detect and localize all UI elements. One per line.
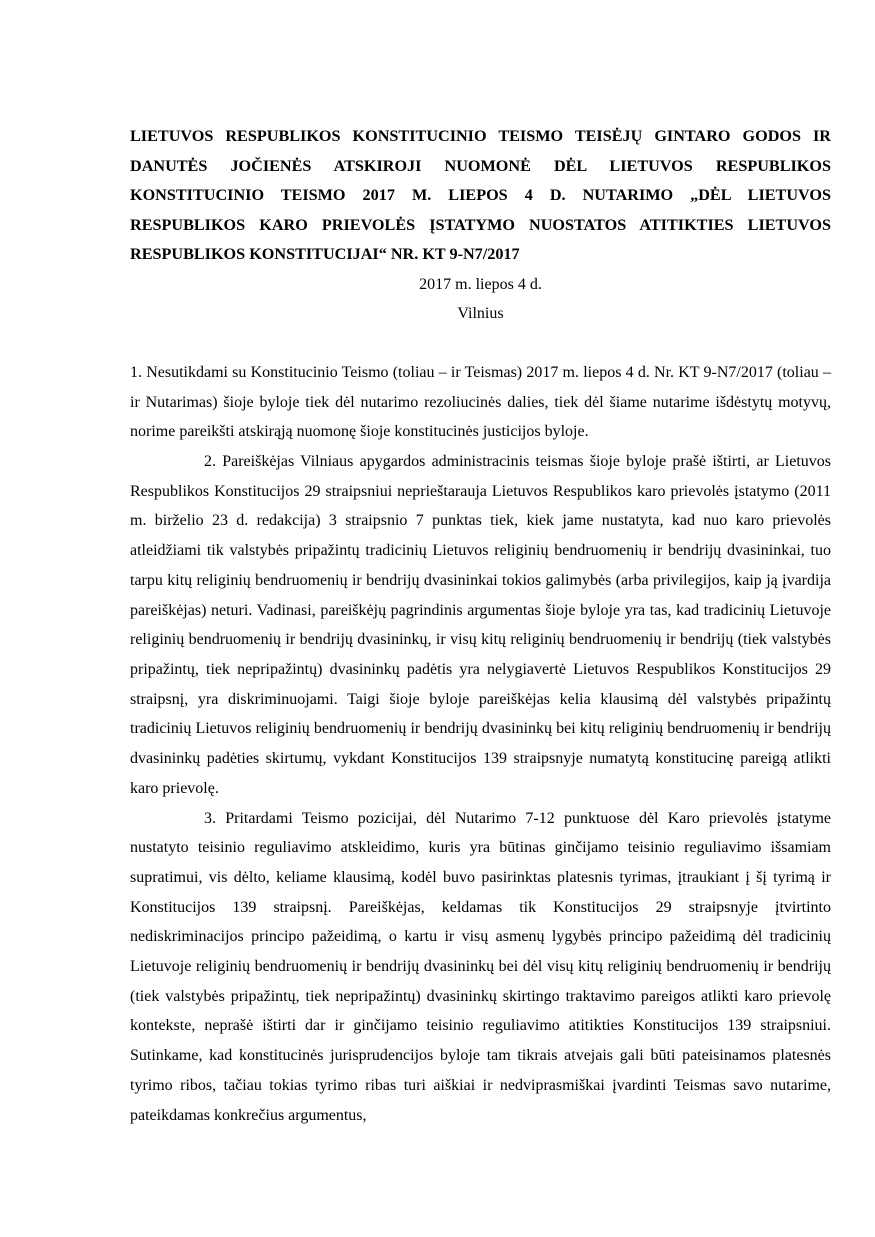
document-title: LIETUVOS RESPUBLIKOS KONSTITUCINIO TEISMO TEISĖJŲ GINTARO GODOS IR DANUTĖS JOČIENĖS ATSKIROJI NUOMONĖ DĖL LIETUVOS RESPUBLIKOS KONSTITUCINIO TEISMO 2017 M. LIEPOS 4 D. NUTARIMO „DĖL LIETUVOS RESPUBLIKOS KARO PRIEVOLĖS ĮSTATYMO NUOSTATOS ATITIKTIES LIETUVOS RESPUBLIKOS KONSTITUCIJAI“ NR. KT 9-N7/2017 — [130, 127, 831, 264]
document-place: Vilnius — [457, 305, 504, 323]
spacer — [130, 329, 831, 358]
paragraph-2: 2. Pareiškėjas Vilniaus apygardos administracinis teismas šioje byloje prašė ištirti, ar Lietuvos Respublikos Konstitucijos 29 straipsniui neprieštarauja Lietuvos Respublikos karo prievolės įstatymo (2011 m. birželio 23 d. redakcija) 3 straipsnio 7 punktas tiek, kiek jame nustatyta, kad nuo karo prievolės atleidžiami tik valstybės pripažintų tradicinių Lietuvos religinių bendruomenių ir bendrijų dvasininkai, tuo tarpu kitų religinių bendruomenių ir bendrijų dvasininkai tokios galimybės (arba privilegijos, kaip ją įvardija pareiškėjas) neturi. Vadinasi, pareiškėjų pagrindinis argumentas šioje byloje yra tas, kad tradicinių Lietuvoje religinių bendruomenių ir bendrijų dvasininkų, ir visų kitų religinių bendruomenių ir bendrijų (tiek valstybės pripažintų, tiek nepripažintų) dvasininkų padėtis yra nelygiavertė Lietuvos Respublikos Konstitucijos 29 straipsnį, yra diskriminuojami. Taigi šioje byloje pareiškėjas kelia klausimą dėl valstybės pripažintų tradicinių Lietuvos religinių bendruomenių ir bendrijų dvasininkų bei kitų religinių bendruomenių ir bendrijų dvasininkų padėties skirtumų, vykdant Konstitucijos 139 straipsnyje numatytą konstitucinę pareigą atlikti karo prievolę. — [130, 453, 831, 797]
paragraph-3: 3. Pritardami Teismo pozicijai, dėl Nutarimo 7-12 punktuose dėl Karo prievolės įstatyme nustatyto teisinio reguliavimo atskleidimo, kuris yra būtinas ginčijamo teisinio reguliavimo išsamiam supratimui, vis dėlto, keliame klausimą, kodėl buvo pasirinktas platesnis tyrimas, įtraukiant į šį tyrimą ir Konstitucijos 139 straipsnį. Pareiškėjas, keldamas tik Konstitucijos 29 straipsnyje įtvirtinto nediskriminacijos principo pažeidimą, o kartu ir visų asmenų lygybės principo pažeidimą dėl tradicinių Lietuvoje religinių bendruomenių ir bendrijų dvasininkų bei dėl visų kitų religinių bendruomenių ir bendrijų (tiek valstybės pripažintų, tiek nepripažintų) dvasininkų skirtingo traktavimo pareigos atlikti karo prievolę kontekste, neprašė ištirti dar ir ginčijamo teisinio reguliavimo atitikties Konstitucijos 139 straipsniui. Sutinkame, kad konstitucinės jurisprudencijos byloje tam tikrais atvejais gali būti pateisinamos platesnės tyrimo ribos, tačiau tokias tyrimo ribas turi aiškiai ir nedviprasmiškai įvardinti Teismas savo nutarime, pateikdamas konkrečius argumentus, — [130, 809, 831, 1124]
document-date: 2017 m. liepos 4 d. — [419, 275, 542, 293]
paragraph-1: 1. Nesutikdami su Konstitucinio Teismo (toliau – ir Teismas) 2017 m. liepos 4 d. Nr. KT 9-N7/2017 (toliau – ir Nutarimas) šioje byloje tiek dėl nutarimo rezoliucinės dalies, tiek dėl šiame nutarime išdėstytų motyvų, norime pareikšti atskirąją nuomonę šioje konstitucinės justicijos byloje. — [130, 363, 831, 441]
